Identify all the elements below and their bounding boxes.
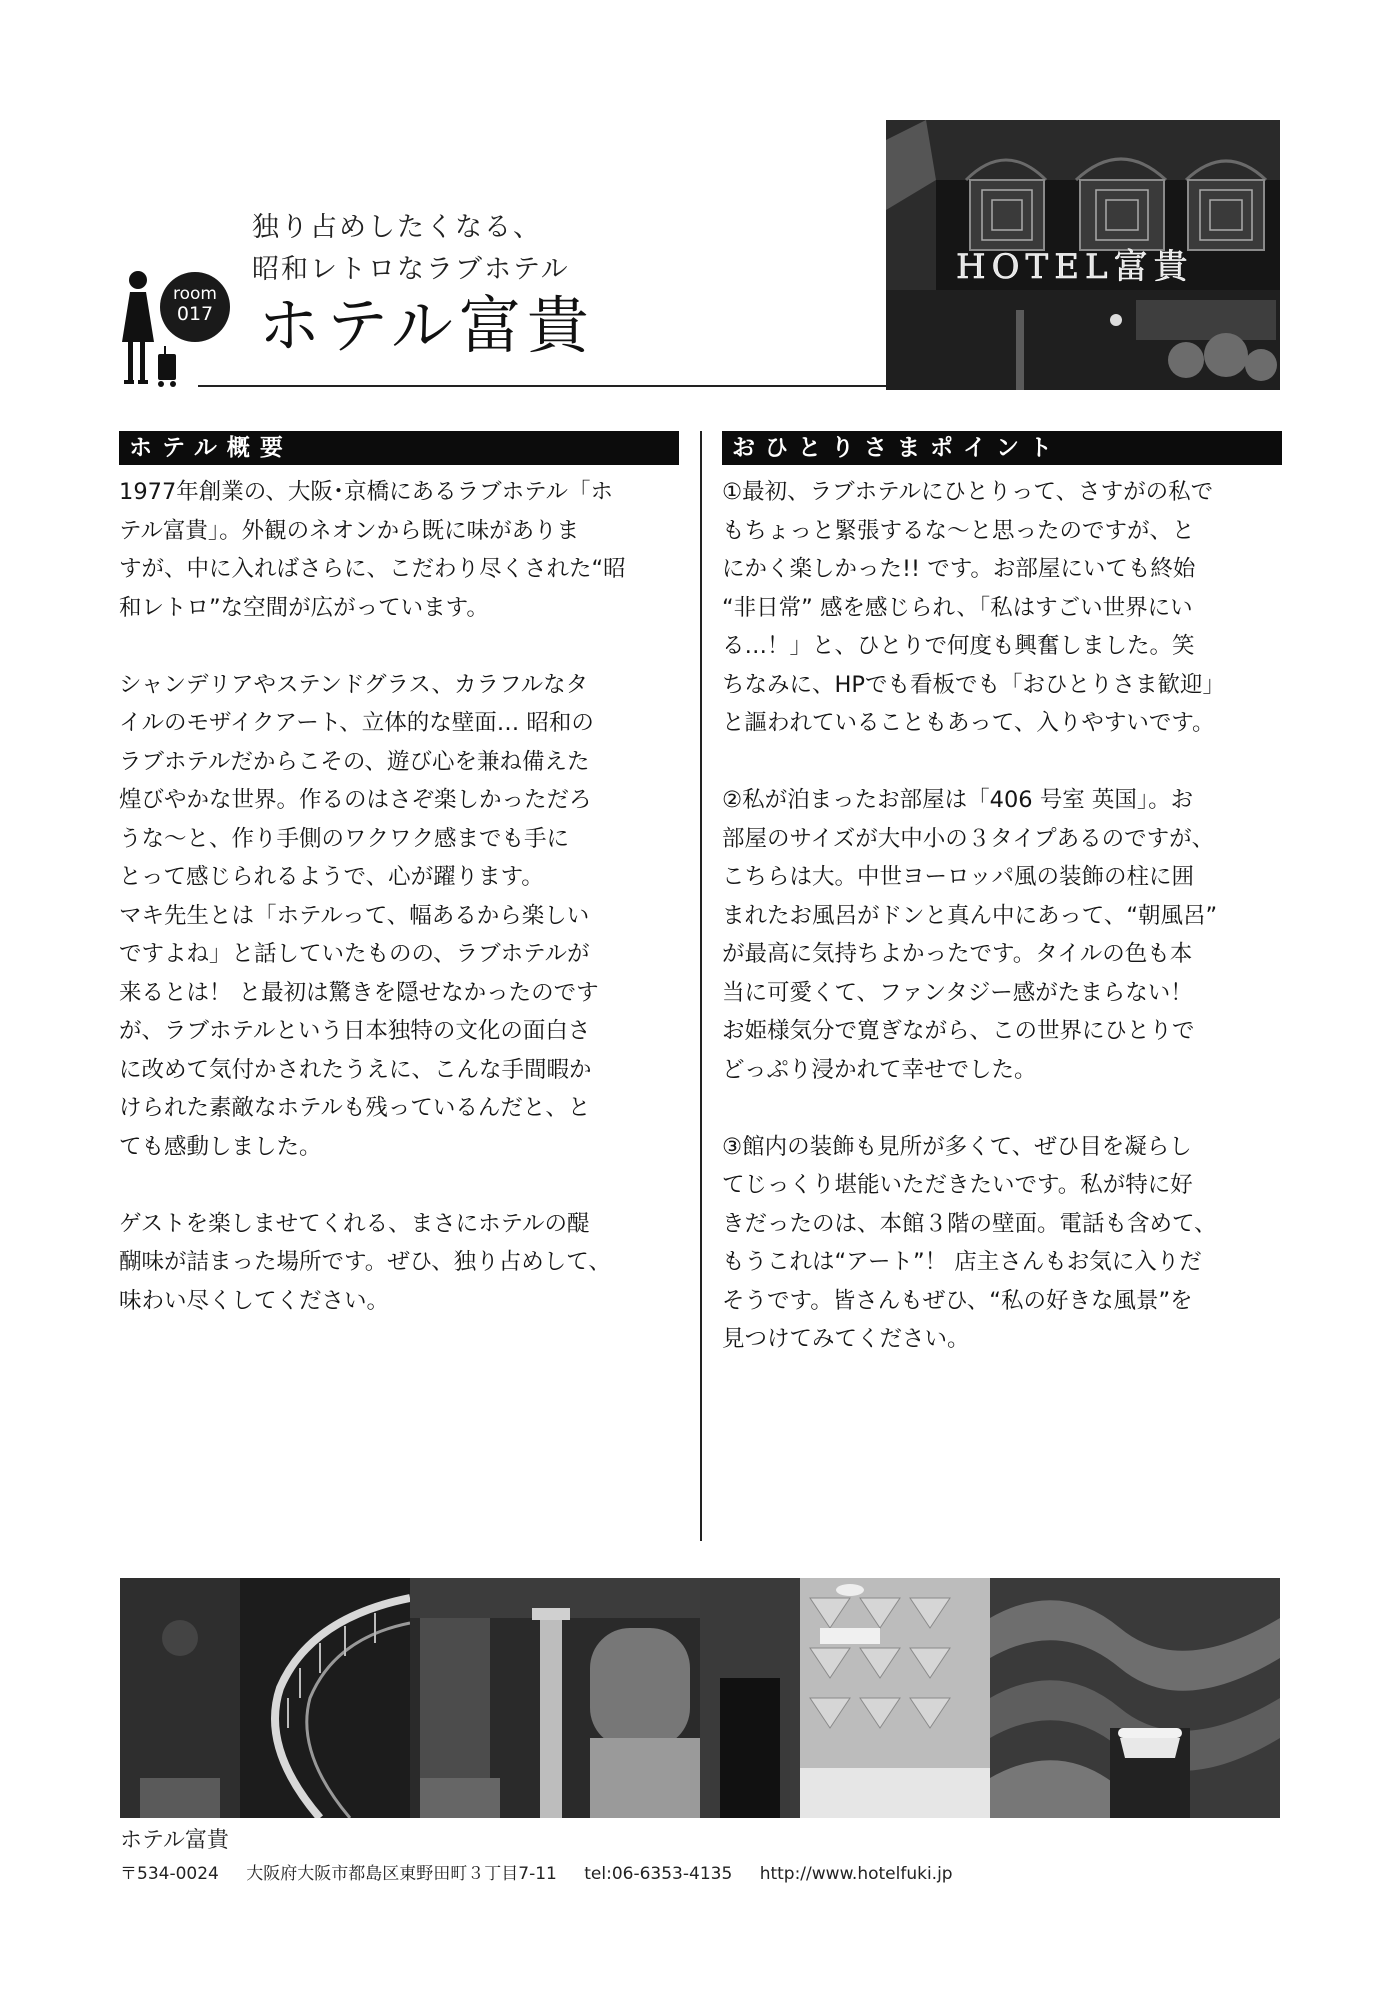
text-line: こちらは大。中世ヨーロッパ風の装飾の柱に囲 <box>722 864 1195 890</box>
hotel-title: ホテル富貴 <box>258 289 595 362</box>
text-line: もうこれは“アート”！ 店主さんもお気に入りだ <box>722 1249 1202 1275</box>
tagline <box>252 207 672 291</box>
text-line: 和レトロ”な空間が広がっています。 <box>119 594 489 621</box>
hotel-overview-text <box>119 473 679 1320</box>
tagline-line: 独り占めしたくなる、 <box>252 212 542 243</box>
text-line: どっぷり浸かれて幸せでした。 <box>722 1056 1037 1083</box>
text-line: 1977年創業の、大阪･京橋にあるラブホテル「ホ <box>119 479 613 505</box>
sculpted-wall-telephone-photo <box>990 1578 1280 1818</box>
paragraph-gap <box>119 1166 679 1205</box>
text-line: 部屋のサイズが大中小の３タイプあるのですが、 <box>722 825 1215 852</box>
text-line: 見つけてみてください。 <box>722 1326 970 1352</box>
text-line: てじっくり堪能いただきたいです。私が特に好 <box>722 1172 1193 1198</box>
room-badge <box>160 272 230 342</box>
text-line: ゲストを楽しませてくれる、まさにホテルの醍 <box>119 1210 590 1237</box>
room-badge-number: 017 <box>176 303 214 325</box>
footer-url[interactable]: http://www.hotelfuki.jp <box>759 1864 953 1884</box>
text-line: ③館内の装飾も見所が多くて、ぜひ目を凝らし <box>722 1133 1192 1160</box>
column-divider <box>700 431 702 1541</box>
paragraph-gap <box>722 1089 1282 1128</box>
text-line: ですよね」と話していたものの、ラブホテルが <box>119 941 590 967</box>
hotel-overview-section <box>119 431 679 1320</box>
text-line: 来るとは！ と最初は驚きを隠せなかったのです <box>119 979 599 1006</box>
footer-tel: tel:06-6353-4135 <box>584 1864 733 1884</box>
hotel-exterior-photo <box>886 120 1280 390</box>
section-heading-solo-points: おひとりさまポイント <box>722 431 1282 465</box>
tagline-line: 昭和レトロなラブホテル <box>252 254 570 285</box>
paragraph-gap <box>722 743 1282 782</box>
footer-postal-code: 〒534-0024 <box>120 1864 219 1884</box>
text-line: 醐味が詰まった場所です。ぜひ、独り占めして、 <box>119 1249 611 1275</box>
text-line: そうです。皆さんもぜひ、“私の好きな風景”を <box>722 1287 1193 1314</box>
footer-hotel-name: ホテル富貴 <box>120 1828 229 1853</box>
section-heading-hotel-overview: ホテル概要 <box>119 431 679 465</box>
text-line: うな～と、作り手側のワクワク感までも手に <box>119 825 570 852</box>
text-line: にかく楽しかった!! です。お部屋にいても終始 <box>722 556 1196 582</box>
interior-photo-strip <box>120 1578 1280 1818</box>
text-line: すが、中に入ればさらに、こだわり尽くされた“昭 <box>119 556 626 582</box>
text-line: マキ先生とは「ホテルって、幅あるから楽しい <box>119 902 590 929</box>
text-line: と謳われていることもあって、入りやすいです。 <box>722 710 1215 736</box>
tiled-bathroom-photo <box>700 1578 990 1818</box>
text-line: きだったのは、本館３階の壁面。電話も含めて、 <box>722 1210 1217 1237</box>
text-line: シャンデリアやステンドグラス、カラフルなタ <box>119 671 589 698</box>
paragraph-gap <box>119 627 679 666</box>
text-line: ①最初、ラブホテルにひとりって、さすがの私で <box>722 479 1214 505</box>
hotel-sign-text: HOTEL富貴 <box>956 247 1194 287</box>
solo-points-text <box>722 473 1282 1359</box>
solo-points-section <box>722 431 1282 1359</box>
text-line: が最高に気持ちよかったです。タイルの色も本 <box>722 941 1193 967</box>
text-line: イルのモザイクアート、立体的な壁面… 昭和の <box>119 710 594 736</box>
text-line: “非日常” 感を感じられ、「私はすごい世界にい <box>722 594 1193 621</box>
text-line: けられた素敵なホテルも残っているんだと、と <box>119 1095 591 1121</box>
text-line: ちなみに、HPでも看板でも「おひとりさま歓迎」 <box>722 671 1225 698</box>
text-line: お姫様気分で寛ぎながら、この世界にひとりで <box>722 1018 1195 1044</box>
text-line: る…！」と、ひとりで何度も興奮しました。笑 <box>722 633 1195 659</box>
text-line: ラブホテルだからこその、遊び心を兼ね備えた <box>119 748 590 775</box>
ornate-column-room-photo <box>410 1578 700 1818</box>
text-line: とって感じられるようで、心が躍ります。 <box>119 864 544 890</box>
staircase-photo <box>120 1578 410 1818</box>
text-line: ても感動しました。 <box>119 1133 322 1160</box>
text-line: 煌びやかな世界。作るのはさぞ楽しかっただろ <box>119 787 592 813</box>
text-line: もちょっと緊張するな～と思ったのですが、と <box>722 517 1195 544</box>
text-line: 当に可愛くて、ファンタジー感がたまらない！ <box>722 979 1193 1006</box>
room-badge-word: room <box>173 284 217 304</box>
text-line: まれたお風呂がドンと真ん中にあって、“朝風呂” <box>722 902 1218 929</box>
text-line: ②私が泊まったお部屋は「406 号室 英国」。お <box>722 787 1194 813</box>
footer-address: 大阪府大阪市都島区東野田町３丁目7-11 <box>246 1864 557 1884</box>
text-line: テル富貴」。外観のネオンから既に味がありま <box>119 517 580 544</box>
footer-contact-info <box>120 1862 975 1886</box>
text-line: が、ラブホテルという日本独特の文化の面白さ <box>119 1018 591 1044</box>
text-line: に改めて気付かされたうえに、こんな手間暇か <box>119 1056 592 1083</box>
text-line: 味わい尽くしてください。 <box>119 1287 390 1314</box>
